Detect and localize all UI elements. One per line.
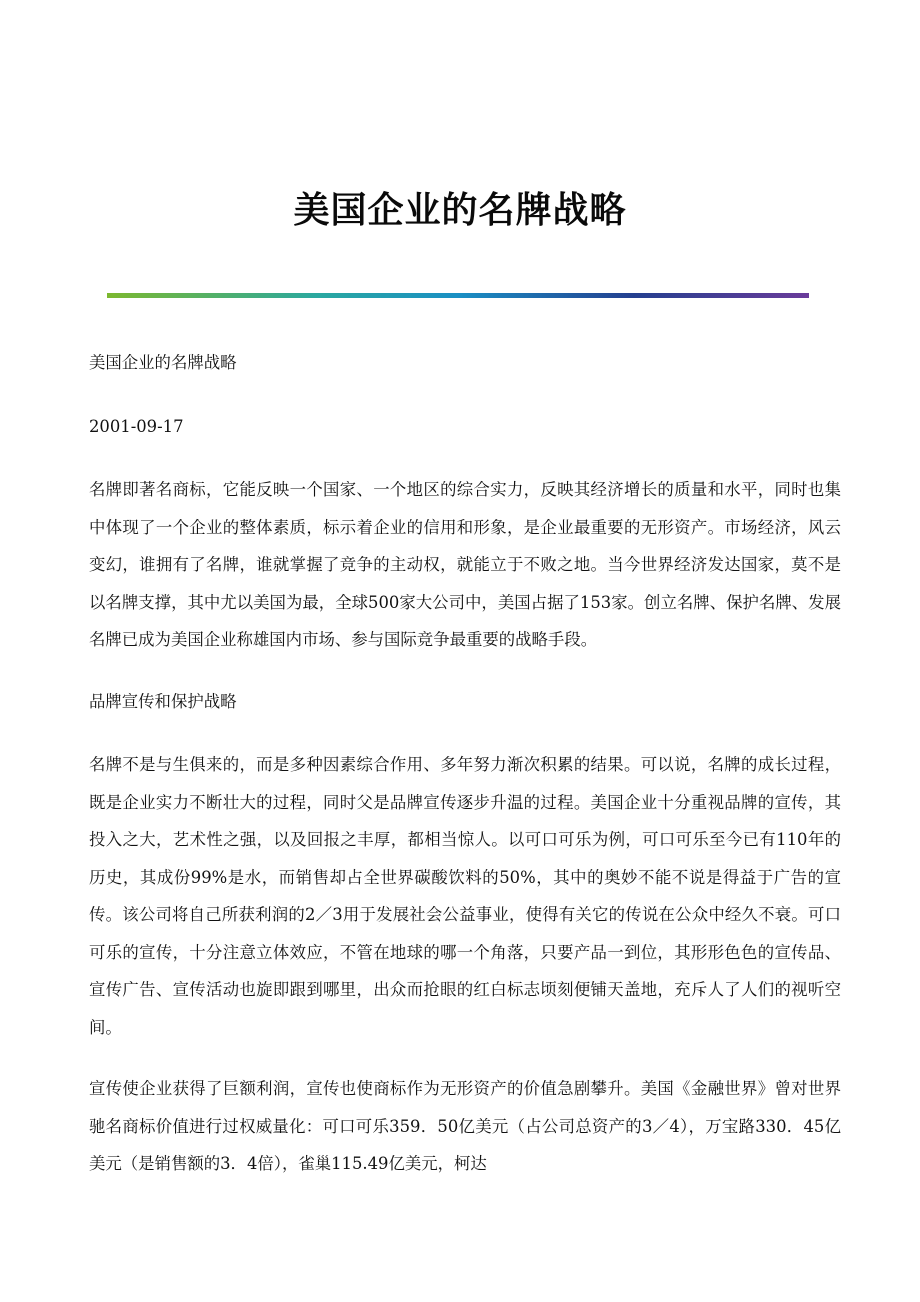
paragraph-brand-value: 宣传使企业获得了巨额利润，宣传也使商标作为无形资产的价值急剧攀升。美国《金融世界》曾对世界驰名商标价值进行过权威量化：可口可乐359．50亿美元（占公司总资产的3／4），万宝路330．45亿美元（是销售额的3．4倍），雀巢115.49亿美元，柯达: [89, 1079, 841, 1173]
article-heading: 美国企业的名牌战略: [89, 353, 237, 372]
article-date: 2001-09-17: [89, 416, 184, 436]
document-title: 美国企业的名牌战略: [293, 190, 627, 231]
section-heading: 品牌宣传和保护战略: [89, 691, 237, 711]
paragraph-intro: 名牌即著名商标，它能反映一个国家、一个地区的综合实力，反映其经济增长的质量和水平，同时也集中体现了一个企业的整体素质，标示着企业的信用和形象，是企业最重要的无形资产。市场经济，风云变幻，谁拥有了名牌，谁就掌握了竞争的主动权，就能立于不败之地。当今世界经济发达国家，莫不是以名牌支撑，其中尤以美国为最，全球500家大公司中，美国占据了153家。创立名牌、保护名牌、发展名牌已成为美国企业称雄国内市场、参与国际竞争最重要的战略手段。: [89, 480, 841, 649]
document-body: [89, 344, 841, 1207]
title-gradient-divider: [107, 293, 809, 298]
paragraph-brand-promotion: 名牌不是与生俱来的，而是多种因素综合作用、多年努力渐次积累的结果。可以说，名牌的成长过程，既是企业实力不断壮大的过程，同时父是品牌宣传逐步升温的过程。美国企业十分重视品牌的宣传，其投入之大，艺术性之强，以及回报之丰厚，都相当惊人。以可口可乐为例，可口可乐至今已有110年的历史，其成份99%是水，而销售却占全世界碳酸饮料的50%，其中的奥妙不能不说是得益于广告的宣传。该公司将自己所获利润的2／3用于发展社会公益事业，使得有关它的传说在公众中经久不衰。可口可乐的宣传，十分注意立体效应，不管在地球的哪一个角落，只要产品一到位，其形形色色的宣传品、宣传广告、宣传活动也旋即跟到哪里，出众而抢眼的红白标志顷刻便铺天盖地，充斥人了人们的视听空间。: [89, 755, 841, 1037]
